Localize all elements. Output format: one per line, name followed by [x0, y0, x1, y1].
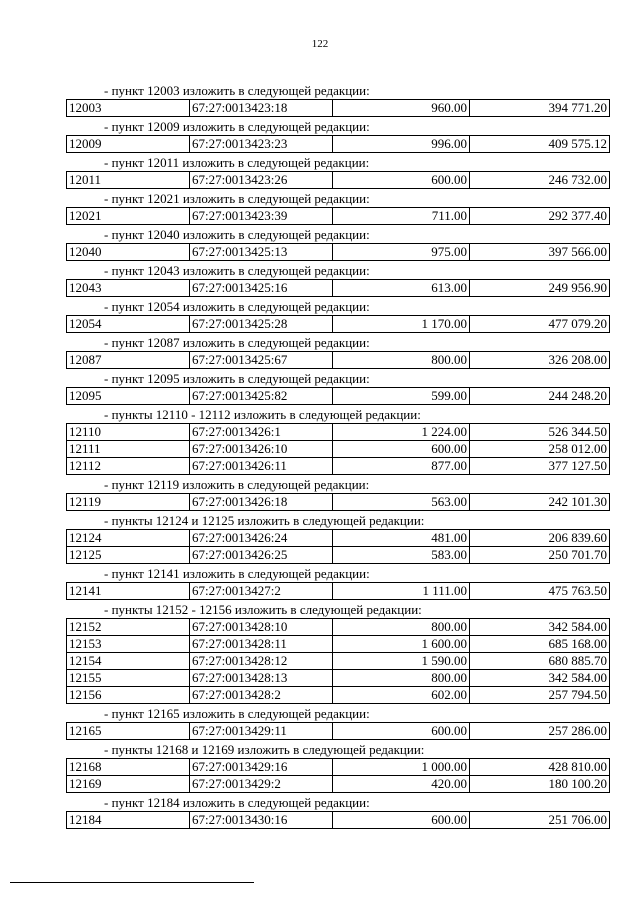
value-cell: 258 012.00: [470, 441, 610, 458]
cadastral-number-cell: 67:27:0013428:2: [190, 687, 333, 704]
value-cell: 409 575.12: [470, 136, 610, 153]
table-row: [67, 547, 610, 564]
cadastral-number-cell: 67:27:0013426:11: [190, 458, 333, 475]
value-cell: 257 794.50: [470, 687, 610, 704]
area-cell: 1 590.00: [333, 653, 470, 670]
amendment-table: [66, 135, 610, 153]
area-cell: 800.00: [333, 352, 470, 369]
cadastral-number-cell: 67:27:0013423:18: [190, 100, 333, 117]
amendment-table: [66, 171, 610, 189]
item-number-cell: 12124: [67, 530, 190, 547]
area-cell: 877.00: [333, 458, 470, 475]
table-row: [67, 424, 610, 441]
amendment-table: [66, 99, 610, 117]
item-number-cell: 12043: [67, 280, 190, 297]
item-number-cell: 12011: [67, 172, 190, 189]
cadastral-number-cell: 67:27:0013426:1: [190, 424, 333, 441]
value-cell: 251 706.00: [470, 812, 610, 829]
value-cell: 326 208.00: [470, 352, 610, 369]
amendment-table: [66, 243, 610, 261]
area-cell: 996.00: [333, 136, 470, 153]
amendment-instruction: - пункт 12043 изложить в следующей редакции:: [104, 263, 370, 278]
amendment-table: [66, 582, 610, 600]
amendment-table: [66, 493, 610, 511]
cadastral-number-cell: 67:27:0013425:82: [190, 388, 333, 405]
item-number-cell: 12040: [67, 244, 190, 261]
area-cell: 583.00: [333, 547, 470, 564]
amendment-table: [66, 207, 610, 225]
value-cell: 342 584.00: [470, 619, 610, 636]
footnote-separator: [10, 882, 254, 883]
cadastral-number-cell: 67:27:0013429:2: [190, 776, 333, 793]
area-cell: 711.00: [333, 208, 470, 225]
value-cell: 242 101.30: [470, 494, 610, 511]
table-row: [67, 636, 610, 653]
value-cell: 428 810.00: [470, 759, 610, 776]
amendment-instruction: - пункт 12003 изложить в следующей редакции:: [104, 83, 370, 98]
amendment-table: [66, 279, 610, 297]
value-cell: 377 127.50: [470, 458, 610, 475]
cadastral-number-cell: 67:27:0013426:25: [190, 547, 333, 564]
cadastral-number-cell: 67:27:0013428:12: [190, 653, 333, 670]
cadastral-number-cell: 67:27:0013426:24: [190, 530, 333, 547]
cadastral-number-cell: 67:27:0013427:2: [190, 583, 333, 600]
amendment-instruction: - пункт 12009 изложить в следующей редакции:: [104, 119, 370, 134]
table-row: [67, 458, 610, 475]
value-cell: 244 248.20: [470, 388, 610, 405]
table-row: [67, 244, 610, 261]
table-row: [67, 653, 610, 670]
item-number-cell: 12155: [67, 670, 190, 687]
item-number-cell: 12165: [67, 723, 190, 740]
table-row: [67, 316, 610, 333]
cadastral-number-cell: 67:27:0013423:39: [190, 208, 333, 225]
amendment-instruction: - пункты 12152 - 12156 изложить в следующей редакции:: [104, 602, 422, 617]
cadastral-number-cell: 67:27:0013429:11: [190, 723, 333, 740]
amendment-table: [66, 423, 610, 475]
amendment-instruction: - пункт 12165 изложить в следующей редакции:: [104, 706, 370, 721]
area-cell: 1 111.00: [333, 583, 470, 600]
item-number-cell: 12021: [67, 208, 190, 225]
amendment-instruction: - пункт 12040 изложить в следующей редакции:: [104, 227, 370, 242]
value-cell: 250 701.70: [470, 547, 610, 564]
amendment-table: [66, 618, 610, 704]
table-row: [67, 388, 610, 405]
amendment-instruction: - пункт 12087 изложить в следующей редакции:: [104, 335, 370, 350]
area-cell: 960.00: [333, 100, 470, 117]
area-cell: 1 224.00: [333, 424, 470, 441]
item-number-cell: 12156: [67, 687, 190, 704]
amendment-table: [66, 315, 610, 333]
table-row: [67, 530, 610, 547]
item-number-cell: 12111: [67, 441, 190, 458]
item-number-cell: 12169: [67, 776, 190, 793]
cadastral-number-cell: 67:27:0013429:16: [190, 759, 333, 776]
amendment-instruction: - пункт 12119 изложить в следующей редакции:: [104, 477, 370, 492]
amendment-instruction: - пункт 12141 изложить в следующей редакции:: [104, 566, 370, 581]
area-cell: 600.00: [333, 812, 470, 829]
cadastral-number-cell: 67:27:0013425:13: [190, 244, 333, 261]
item-number-cell: 12095: [67, 388, 190, 405]
area-cell: 975.00: [333, 244, 470, 261]
value-cell: 475 763.50: [470, 583, 610, 600]
cadastral-number-cell: 67:27:0013425:16: [190, 280, 333, 297]
table-row: [67, 172, 610, 189]
amendment-instruction: - пункты 12168 и 12169 изложить в следующей редакции:: [104, 742, 425, 757]
table-row: [67, 583, 610, 600]
table-row: [67, 352, 610, 369]
area-cell: 613.00: [333, 280, 470, 297]
item-number-cell: 12110: [67, 424, 190, 441]
item-number-cell: 12003: [67, 100, 190, 117]
amendment-instruction: - пункт 12184 изложить в следующей редакции:: [104, 795, 370, 810]
table-row: [67, 136, 610, 153]
area-cell: 563.00: [333, 494, 470, 511]
value-cell: 249 956.90: [470, 280, 610, 297]
table-row: [67, 494, 610, 511]
value-cell: 206 839.60: [470, 530, 610, 547]
amendment-instruction: - пункты 12124 и 12125 изложить в следующей редакции:: [104, 513, 425, 528]
area-cell: 600.00: [333, 172, 470, 189]
value-cell: 397 566.00: [470, 244, 610, 261]
table-row: [67, 670, 610, 687]
item-number-cell: 12153: [67, 636, 190, 653]
table-row: [67, 208, 610, 225]
cadastral-number-cell: 67:27:0013423:23: [190, 136, 333, 153]
table-row: [67, 280, 610, 297]
table-row: [67, 812, 610, 829]
value-cell: 477 079.20: [470, 316, 610, 333]
item-number-cell: 12154: [67, 653, 190, 670]
area-cell: 1 600.00: [333, 636, 470, 653]
cadastral-number-cell: 67:27:0013426:18: [190, 494, 333, 511]
table-row: [67, 776, 610, 793]
table-row: [67, 100, 610, 117]
amendment-table: [66, 529, 610, 564]
area-cell: 800.00: [333, 670, 470, 687]
item-number-cell: 12087: [67, 352, 190, 369]
amendment-table: [66, 758, 610, 793]
item-number-cell: 12168: [67, 759, 190, 776]
item-number-cell: 12112: [67, 458, 190, 475]
table-row: [67, 687, 610, 704]
amendment-table: [66, 811, 610, 829]
value-cell: 292 377.40: [470, 208, 610, 225]
area-cell: 481.00: [333, 530, 470, 547]
value-cell: 342 584.00: [470, 670, 610, 687]
table-row: [67, 759, 610, 776]
item-number-cell: 12009: [67, 136, 190, 153]
cadastral-number-cell: 67:27:0013426:10: [190, 441, 333, 458]
area-cell: 600.00: [333, 441, 470, 458]
item-number-cell: 12119: [67, 494, 190, 511]
value-cell: 526 344.50: [470, 424, 610, 441]
cadastral-number-cell: 67:27:0013425:67: [190, 352, 333, 369]
area-cell: 600.00: [333, 723, 470, 740]
document-body: [66, 83, 610, 831]
cadastral-number-cell: 67:27:0013428:10: [190, 619, 333, 636]
item-number-cell: 12125: [67, 547, 190, 564]
page-number: 122: [311, 38, 329, 50]
cadastral-number-cell: 67:27:0013428:11: [190, 636, 333, 653]
item-number-cell: 12184: [67, 812, 190, 829]
cadastral-number-cell: 67:27:0013430:16: [190, 812, 333, 829]
amendment-instruction: - пункты 12110 - 12112 изложить в следующей редакции:: [104, 407, 421, 422]
value-cell: 394 771.20: [470, 100, 610, 117]
item-number-cell: 12054: [67, 316, 190, 333]
value-cell: 246 732.00: [470, 172, 610, 189]
area-cell: 1 000.00: [333, 759, 470, 776]
cadastral-number-cell: 67:27:0013428:13: [190, 670, 333, 687]
amendment-instruction: - пункт 12054 изложить в следующей редакции:: [104, 299, 370, 314]
value-cell: 680 885.70: [470, 653, 610, 670]
area-cell: 1 170.00: [333, 316, 470, 333]
amendment-instruction: - пункт 12021 изложить в следующей редакции:: [104, 191, 370, 206]
amendment-instruction: - пункт 12011 изложить в следующей редакции:: [104, 155, 370, 170]
table-row: [67, 441, 610, 458]
amendment-table: [66, 722, 610, 740]
amendment-table: [66, 387, 610, 405]
table-row: [67, 619, 610, 636]
area-cell: 599.00: [333, 388, 470, 405]
area-cell: 800.00: [333, 619, 470, 636]
area-cell: 602.00: [333, 687, 470, 704]
value-cell: 180 100.20: [470, 776, 610, 793]
item-number-cell: 12152: [67, 619, 190, 636]
amendment-table: [66, 351, 610, 369]
item-number-cell: 12141: [67, 583, 190, 600]
amendment-instruction: - пункт 12095 изложить в следующей редакции:: [104, 371, 370, 386]
value-cell: 257 286.00: [470, 723, 610, 740]
value-cell: 685 168.00: [470, 636, 610, 653]
cadastral-number-cell: 67:27:0013425:28: [190, 316, 333, 333]
table-row: [67, 723, 610, 740]
cadastral-number-cell: 67:27:0013423:26: [190, 172, 333, 189]
area-cell: 420.00: [333, 776, 470, 793]
